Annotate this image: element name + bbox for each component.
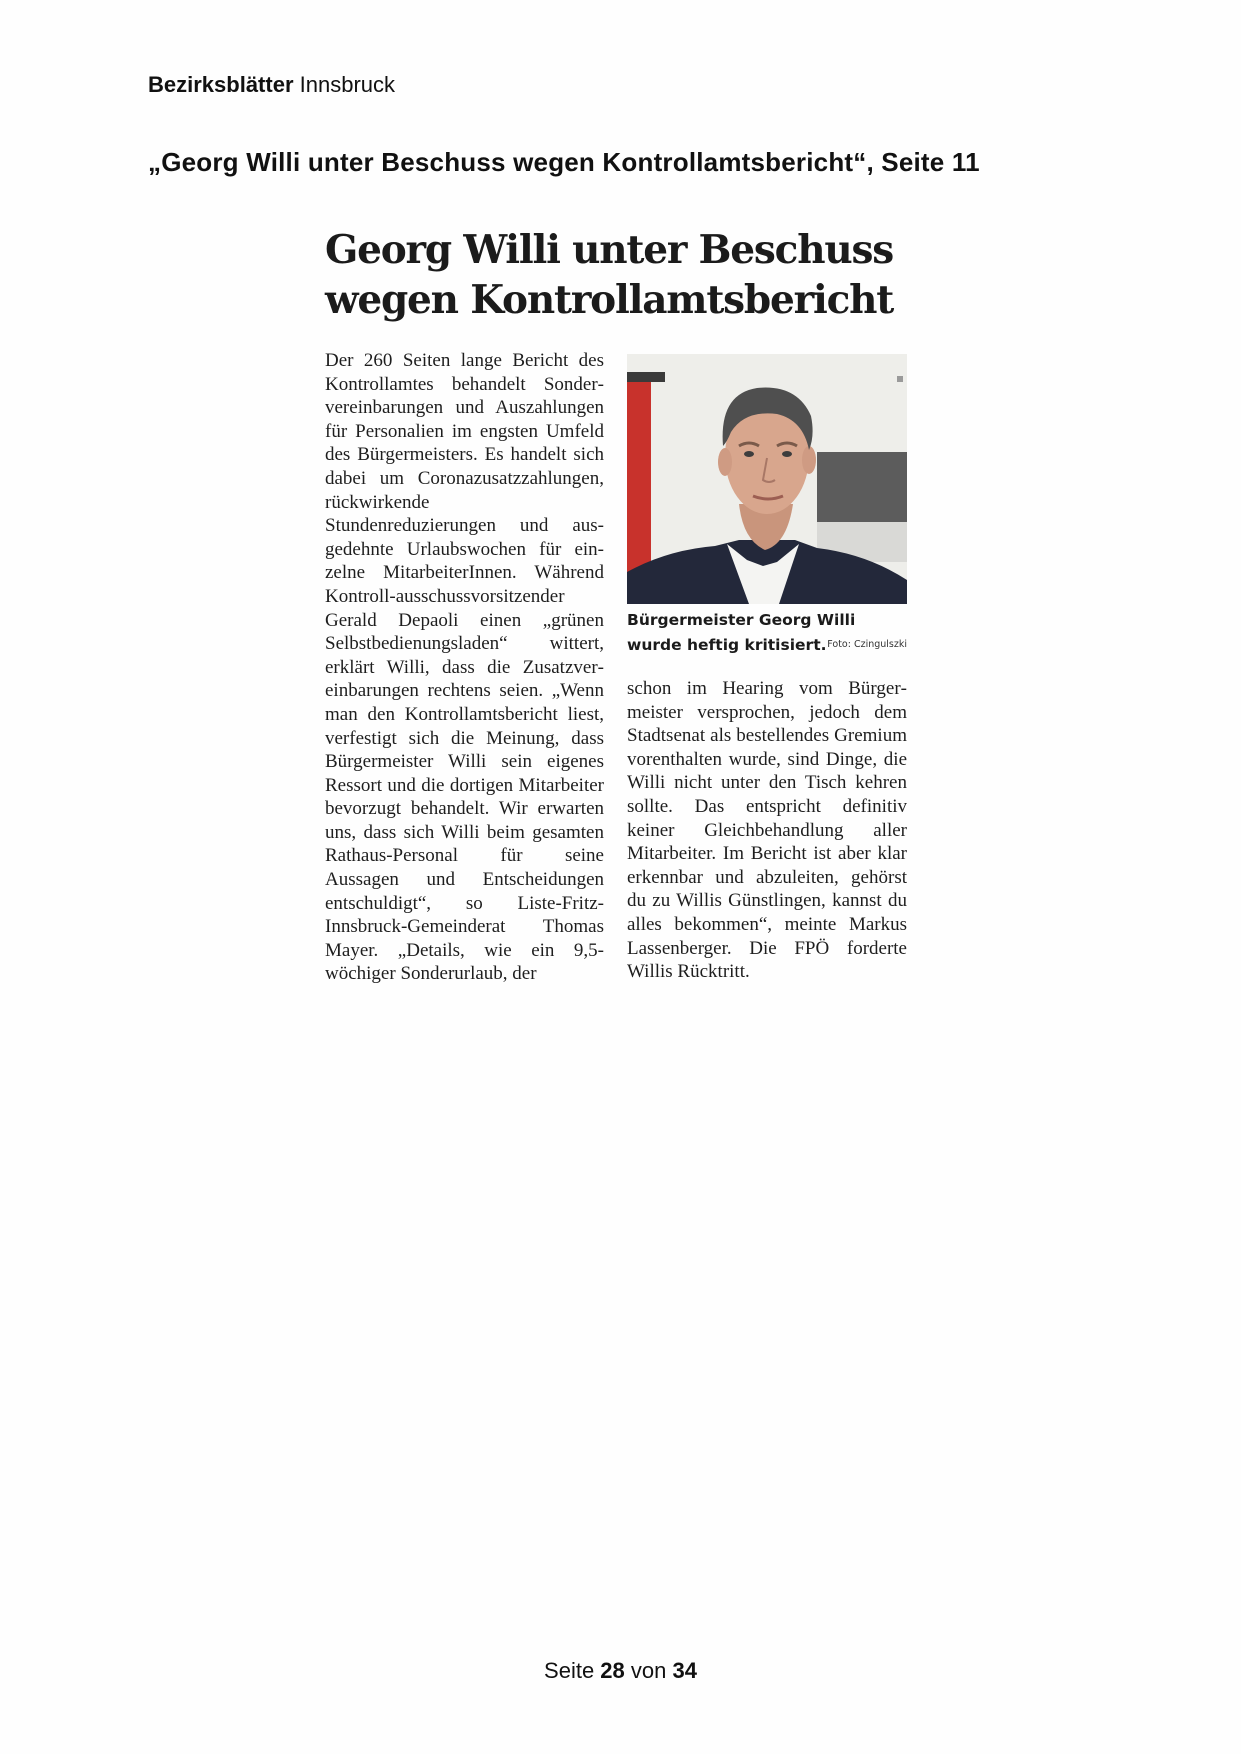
headline-line-1: Georg Willi unter Beschuss (325, 227, 894, 273)
photo-caption: Bürgermeister Georg Willi wurde heftig kritisiert. (627, 611, 856, 654)
publication-name-bold: Bezirksblätter (148, 72, 294, 97)
article-reference: „Georg Willi unter Beschuss wegen Kontrollamtsbericht“, Seite 11 (148, 147, 980, 177)
portrait-photo (627, 354, 907, 604)
newspaper-clipping (325, 225, 907, 995)
headline-line-2: wegen Kontrollamtsbericht (325, 277, 894, 323)
page-middle: von (624, 1658, 673, 1683)
publication-name (148, 72, 395, 98)
page-current: 28 (600, 1658, 625, 1683)
page-number (0, 1658, 1241, 1684)
publication-name-rest: Innsbruck (293, 72, 396, 97)
page-total: 34 (672, 1658, 697, 1683)
photo-credit: Foto: Czingulszki (827, 639, 907, 650)
article-column-right: schon im Hearing vom Bürgermeister versprochen, jedoch dem Stadtsenat als bestellendes Gremium vorenthalten wurde, sind Dinge, die Willi nicht unter den Tisch kehren sollte. Das entspricht definitiv keiner Gleichbehandlung aller Mitarbeiter. Im Bericht ist aber klar erkennbar und abzuleiten, gehörst du zu Willis Günstlingen, kannst du alles bekommen“, meinte Markus Lassenberger. Die FPÖ forderte Willis Rücktritt. (627, 678, 907, 983)
page-prefix: Seite (544, 1658, 601, 1683)
portrait-illustration (627, 354, 907, 604)
article-headline (325, 225, 907, 325)
article-column-left: Der 260 Seiten lange Bericht des Kontrollamtes behandelt Sondervereinbarungen und Auszahlungen für Personalien im engsten Umfeld des Bürgermeisters. Es handelt sich dabei um Coronazusatzzahlungen, rückwirkende Stundenreduzierungen und ausgedehnte Urlaubswochen für einzelne MitarbeiterInnen. Während Kontroll-ausschussvorsitzender Gerald Depaoli einen „grünen Selbstbedienungsladen“ wittert, erklärt Willi, dass die Zusatzvereinbarungen rechtens seien. „Wenn man den Kontrollamtsbericht liest, verfestigt sich die Meinung, dass Bürgermeister Willi sein eigenes Ressort und die dortigen Mitarbeiter bevorzugt behandelt. Wir erwarten uns, dass sich Willi beim gesamten Rathaus-Personal für seine Aussagen und Entscheidungen entschuldigt“, so Liste-Fritz-Innsbruck-Gemeinderat Thomas Mayer. „Details, wie ein 9,5-wöchiger Sonderurlaub, der (325, 350, 604, 985)
